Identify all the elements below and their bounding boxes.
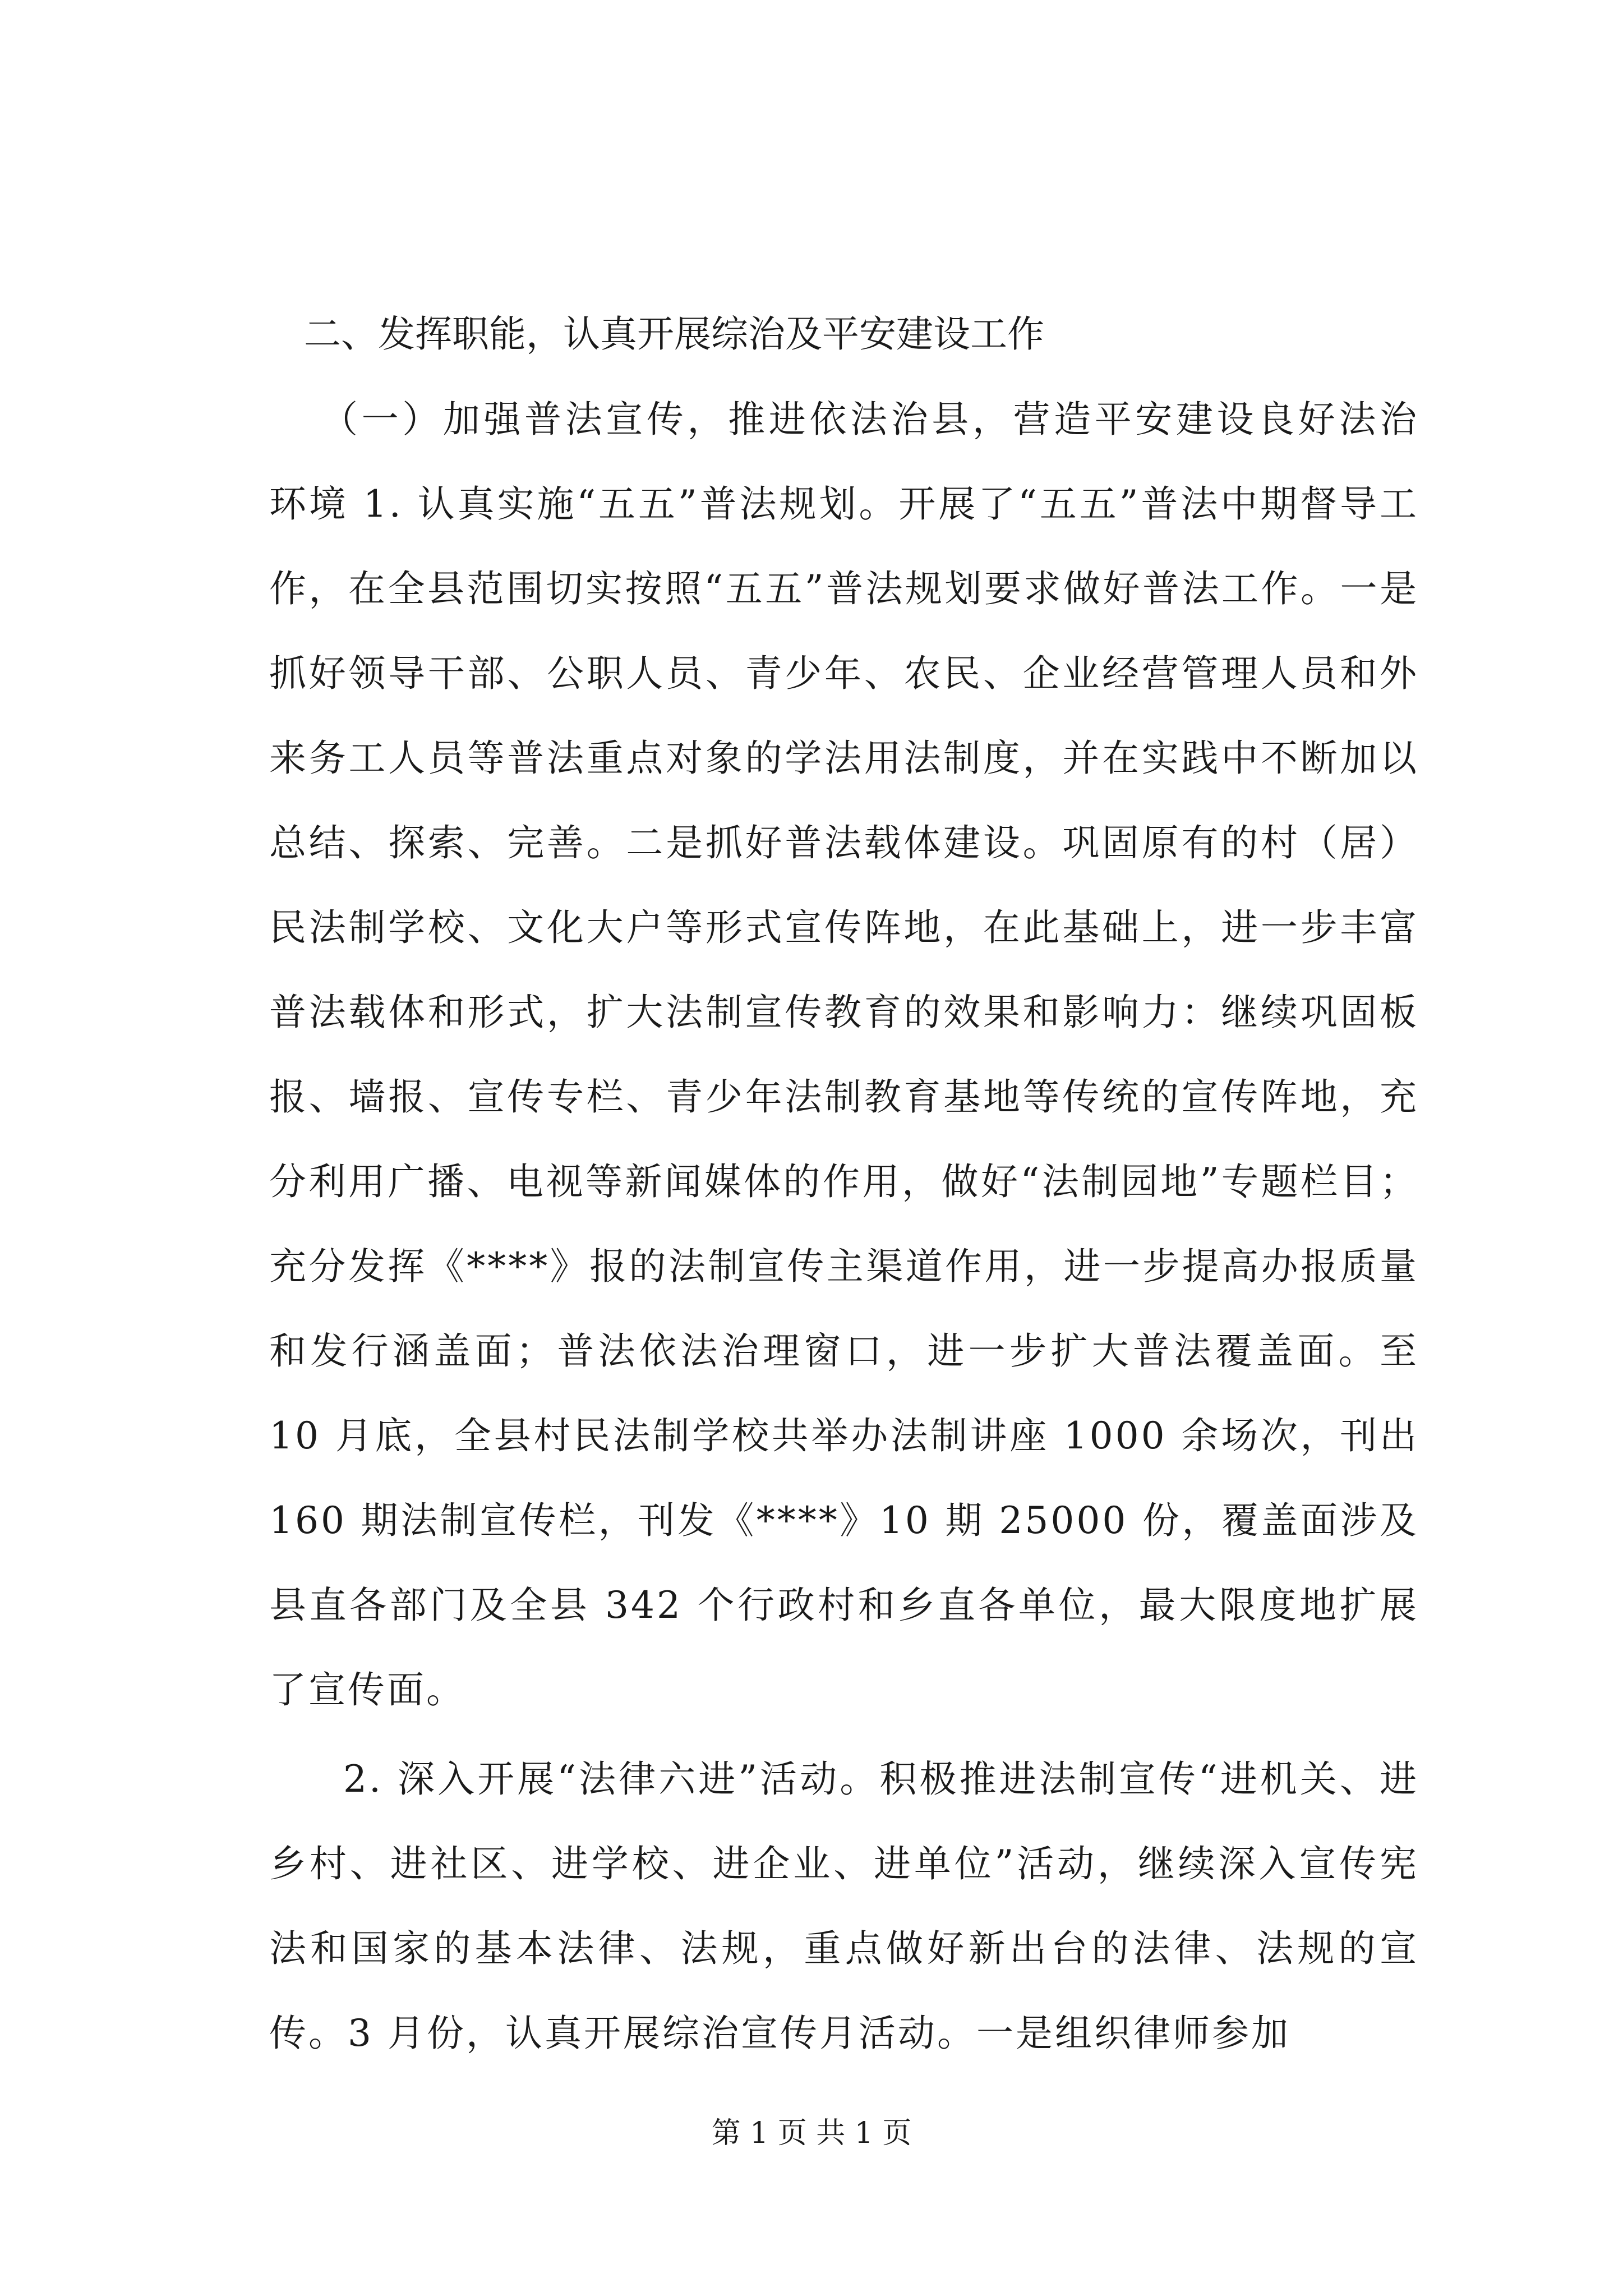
page-number-footer: 第 1 页 共 1 页 <box>711 2116 912 2150</box>
section-heading: 二、发挥职能，认真开展综治及平安建设工作 <box>304 312 1044 356</box>
paragraph-1: （一）加强普法宣传，推进依法治县，营造平安建设良好法治环境 1. 认真实施“五五”普法规划。开展了“五五”普法中期督导工作，在全县范围切实按照“五五”普法规划要求做好普法工作。一是抓好领导干部、公职人员、青少年、农民、企业经营管理人员和外来务工人员等普法重点对象的学法用法制度，并在实践中不断加以总结、探索、完善。二是抓好普法载体建设。巩固原有的村（居）民法制学校、文化大户等形式宣传阵地，在此基础上，进一步丰富普法载体和形式，扩大法制宣传教育的效果和影响力：继续巩固板报、墙报、宣传专栏、青少年法制教育基地等传统的宣传阵地，充分利用广播、电视等新闻媒体的作用，做好“法制园地”专题栏目；充分发挥《****》报的法制宣传主渠道作用，进一步提高办报质量和发行涵盖面；普法依法治理窗口，进一步扩大普法覆盖面。至 10 月底，全县村民法制学校共举办法制讲座 1000 余场次，刊出 160 期法制宣传栏，刊发《****》10 期 25000 份，覆盖面涉及县直各部门及全县 342 个行政村和乡直各单位，最大限度地扩展了宣传面。 <box>269 398 1419 1711</box>
document-body <box>269 292 1419 2076</box>
paragraph-2: 2. 深入开展“法律六进”活动。积极推进法制宣传“进机关、进乡村、进社区、进学校、进企业、进单位”活动，继续深入宣传宪法和国家的基本法律、法规，重点做好新出台的法律、法规的宣传。3 月份，认真开展综治宣传月活动。一是组织律师参加 <box>269 1757 1419 2055</box>
